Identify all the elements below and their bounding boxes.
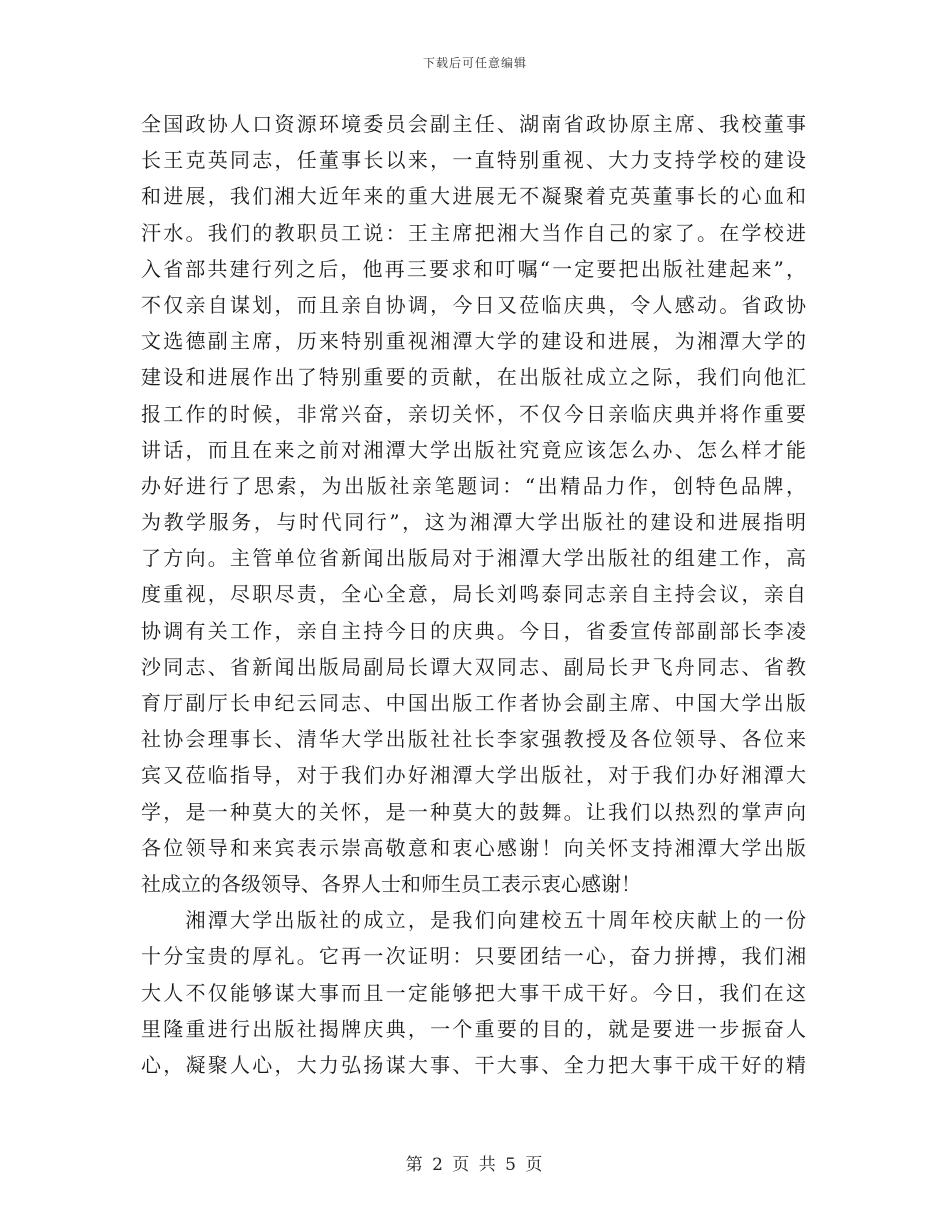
text-line: 学，是一种莫大的关怀，是一种莫大的鼓舞。让我们以热烈的掌声向 [141, 799, 806, 824]
text-line: 报工作的时候，非常兴奋，亲切关怀，不仅今日亲临庆典并将作重要 [141, 401, 806, 426]
text-line: 十分宝贵的厚礼。它再一次证明：只要团结一心，奋力拼搏，我们湘 [141, 944, 806, 969]
text-line: 讲话，而且在来之前对湘潭大学出版社究竟应该怎么办、怎么样才能 [141, 437, 806, 462]
text-line: 各位领导和来宾表示崇高敬意和衷心感谢！向关怀支持湘潭大学出版 [141, 835, 806, 860]
text-line: 入省部共建行列之后，他再三要求和叮嘱“一定要把出版社建起来”， [141, 256, 806, 281]
text-line: 和进展，我们湘大近年来的重大进展无不凝聚着克英董事长的心血和 [141, 184, 806, 209]
page-header: 下载后可任意编辑 [422, 56, 527, 70]
text-line: 协调有关工作，亲自主持今日的庆典。今日，省委宣传部副部长李凌 [141, 618, 806, 643]
text-line: 汗水。我们的教职员工说：王主席把湘大当作自己的家了。在学校进 [141, 220, 806, 245]
text-line: 大人不仅能够谋大事而且一定能够把大事干成干好。今日，我们在这 [141, 980, 806, 1005]
text-line: 沙同志、省新闻出版局副局长谭大双同志、副局长尹飞舟同志、省教 [141, 654, 806, 679]
text-line: 为教学服务，与时代同行”，这为湘潭大学出版社的建设和进展指明 [141, 510, 806, 535]
text-line: 全国政协人口资源环境委员会副主任、湖南省政协原主席、我校董事 [141, 112, 806, 136]
text-line: 宾又莅临指导，对于我们办好湘潭大学出版社，对于我们办好湘潭大 [141, 763, 806, 788]
document-body [141, 106, 806, 1083]
text-line: 了方向。主管单位省新闻出版局对于湘潭大学出版社的组建工作，高 [141, 546, 806, 571]
text-line: 长王克英同志，任董事长以来，一直特别重视、大力支持学校的建设 [141, 148, 806, 173]
text-line: 社协会理事长、清华大学出版社社长李家强教授及各位领导、各位来 [141, 727, 806, 752]
text-line: 度重视，尽职尽责，全心全意，局长刘鸣泰同志亲自主持会议，亲自 [141, 582, 806, 607]
text-line: 社成立的各级领导、各界人士和师生员工表示衷心感谢！ [141, 871, 641, 896]
text-line: 不仅亲自谋划，而且亲自协调，今日又莅临庆典，令人感动。省政协 [141, 292, 806, 317]
text-line: 文选德副主席，历来特别重视湘潭大学的建设和进展，为湘潭大学的 [141, 329, 806, 354]
text-line: 育厅副厅长申纪云同志、中国出版工作者协会副主席、中国大学出版 [141, 691, 806, 715]
text-line: 里隆重进行出版社揭牌庆典，一个重要的目的，就是要进一步振奋人 [141, 1016, 806, 1041]
text-line: 湘潭大学出版社的成立，是我们向建校五十周年校庆献上的一份 [141, 908, 806, 933]
text-line: 心，凝聚人心，大力弘扬谋大事、干大事、全力把大事干成干好的精 [141, 1052, 806, 1077]
page-footer: 第 2 页 共 5 页 [405, 1155, 545, 1175]
text-line: 建设和进展作出了特别重要的贡献，在出版社成立之际，我们向他汇 [141, 365, 806, 390]
text-line: 办好进行了思索，为出版社亲笔题词：“出精品力作，创特色品牌， [141, 473, 806, 498]
